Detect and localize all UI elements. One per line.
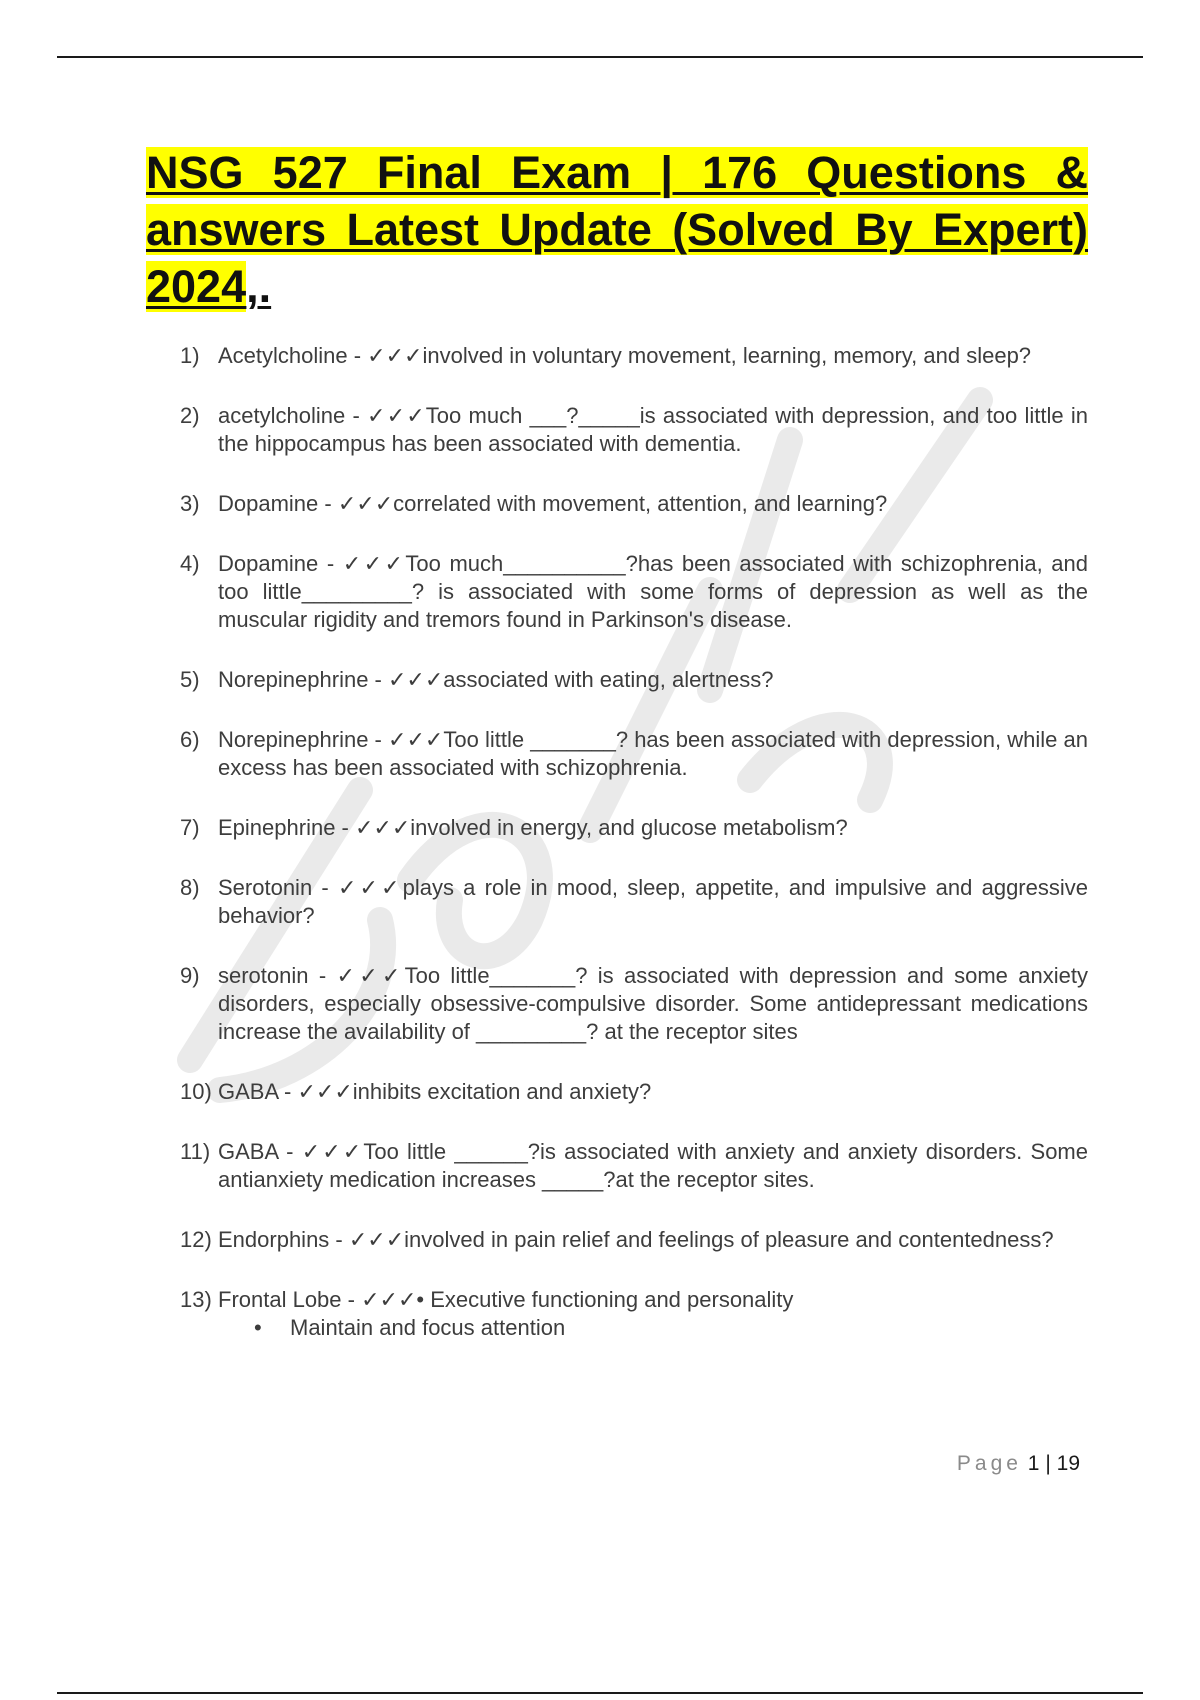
question-number: 6) (180, 727, 200, 752)
list-item (180, 1226, 1088, 1254)
question-text: Dopamine - ✓✓✓Too much__________?has been associated with schizophrenia, and too little_________? is associated with some forms of depression as well as the muscular rigidity and tremors found in Parkinson's disease. (218, 551, 1088, 632)
list-item (180, 726, 1088, 782)
question-number: 7) (180, 815, 200, 840)
question-number: 9) (180, 963, 200, 988)
list-item (180, 490, 1088, 518)
top-rule (57, 56, 1143, 58)
question-text: Endorphins - ✓✓✓involved in pain relief and feelings of pleasure and contentedness? (218, 1227, 1054, 1252)
question-number: 2) (180, 403, 200, 428)
question-text: serotonin - ✓✓✓Too little_______? is associated with depression and some anxiety disorders, especially obsessive-compulsive disorder. Some antidepressant medications increase the availability of _________? at the receptor sites (218, 963, 1088, 1044)
list-item (180, 1078, 1088, 1106)
question-text: Dopamine - ✓✓✓correlated with movement, attention, and learning? (218, 491, 888, 516)
list-item (180, 874, 1088, 930)
sub-bullet-text: Maintain and focus attention (290, 1315, 566, 1340)
question-number: 4) (180, 551, 200, 576)
question-text: GABA - ✓✓✓inhibits excitation and anxiety? (218, 1079, 652, 1104)
question-text: Norepinephrine - ✓✓✓Too little _______? has been associated with depression, while an excess has been associated with schizophrenia. (218, 727, 1088, 780)
sub-bullet-item (218, 1314, 1088, 1342)
list-item (180, 666, 1088, 694)
list-item (180, 1138, 1088, 1194)
list-item (180, 342, 1088, 370)
document-title-tail: ,. (246, 261, 272, 312)
question-list (180, 342, 1088, 1374)
question-number: 3) (180, 491, 200, 516)
question-text: Serotonin - ✓✓✓plays a role in mood, sleep, appetite, and impulsive and aggressive behavior? (218, 875, 1088, 928)
bullet-dot-icon: • (254, 1315, 262, 1340)
document-title-highlighted: NSG 527 Final Exam | 176 Questions & answers Latest Update (Solved By Expert) 2024 (146, 147, 1088, 312)
list-item (180, 550, 1088, 634)
question-number: 13) (180, 1287, 212, 1312)
question-number: 11) (180, 1139, 211, 1164)
page-separator: | (1045, 1452, 1051, 1475)
list-item (180, 962, 1088, 1046)
question-number: 1) (180, 343, 200, 368)
question-number: 8) (180, 875, 200, 900)
question-text: acetylcholine - ✓✓✓Too much ___?_____is associated with depression, and too little in the hippocampus has been associated with dementia. (218, 403, 1088, 456)
page-footer (870, 1452, 1080, 1476)
page-word: Page (956, 1452, 1022, 1475)
question-text: Acetylcholine - ✓✓✓involved in voluntary movement, learning, memory, and sleep? (218, 343, 1032, 368)
list-item (180, 402, 1088, 458)
question-text: GABA - ✓✓✓Too little ______?is associated with anxiety and anxiety disorders. Some antianxiety medication increases _____?at the receptor sites. (218, 1139, 1088, 1192)
question-text: Frontal Lobe - ✓✓✓• Executive functioning and personality (218, 1287, 794, 1312)
sub-bullet-list (218, 1314, 1088, 1342)
question-text: Norepinephrine - ✓✓✓associated with eating, alertness? (218, 667, 774, 692)
question-number: 5) (180, 667, 200, 692)
list-item (180, 814, 1088, 842)
document-title (146, 144, 1088, 315)
question-text: Epinephrine - ✓✓✓involved in energy, and glucose metabolism? (218, 815, 848, 840)
list-item (180, 1286, 1088, 1342)
question-number: 12) (180, 1227, 212, 1252)
bottom-rule (57, 1692, 1143, 1694)
page-total: 19 (1056, 1452, 1080, 1475)
question-number: 10) (180, 1079, 212, 1104)
page-current: 1 (1027, 1452, 1040, 1475)
